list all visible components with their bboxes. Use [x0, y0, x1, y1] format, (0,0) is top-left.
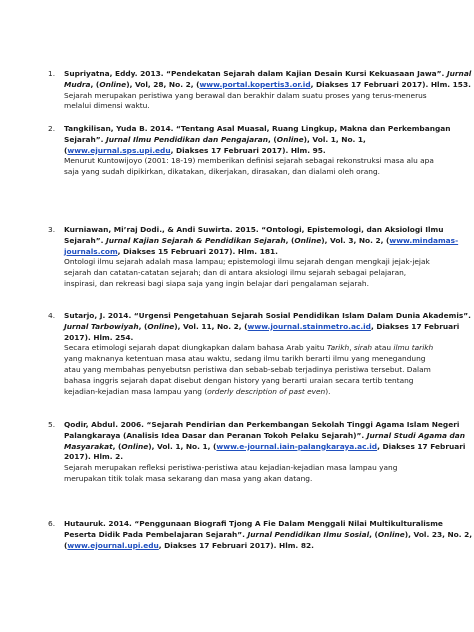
entry-line — [64, 101, 419, 112]
text-segment: ( — [64, 145, 68, 155]
entry-line — [64, 430, 466, 442]
text-segment: , ( — [112, 441, 122, 451]
text-segment: , Diakses 17 Februari 2017). Hlm. 153. — [310, 79, 471, 89]
reference-entry-1 — [48, 69, 472, 112]
text-segment: Jurnal Studi Agama dan — [366, 430, 466, 440]
text-segment: Jurnal Pendidikan Ilmu Sosial — [247, 529, 370, 539]
entry-line — [64, 420, 460, 431]
entry-number: 3. — [48, 225, 56, 234]
text-segment: Palangkaraya (Analisis Idea Dasar dan Peranan Tokoh Pelaku Sejarah)”. — [64, 430, 367, 440]
text-segment: ), Vol. 23, No. 2, — [404, 529, 473, 539]
reference-link[interactable]: www.journal.stainmetro.ac.id — [247, 321, 371, 331]
entry-line — [64, 156, 434, 167]
entry-line — [64, 311, 471, 322]
entry-line — [64, 69, 472, 80]
reference-link[interactable]: www.mindamas- — [389, 235, 459, 245]
text-segment: saja yang sudah dipikirkan, dikatakan, dikerjakan, dirasakan, dan dialami oleh orang. — [64, 167, 380, 177]
text-segment: Secara etimologi sejarah dapat diungkapkan dalam bahasa Arab yaitu — [64, 343, 327, 353]
entry-line — [64, 376, 419, 387]
text-segment: , Diakses 17 Februari — [377, 441, 466, 451]
text-segment: Online — [294, 235, 322, 245]
entry-line — [64, 268, 419, 279]
entry-line — [64, 463, 419, 474]
text-segment: ), Vol, 28, No. 2, ( — [126, 79, 200, 89]
reference-link[interactable]: journals.com — [64, 246, 118, 256]
reference-link[interactable]: www.portal.kopertis3.or.id — [199, 79, 311, 89]
text-segment: Peserta Didik Pada Pembelajaran Sejarah”. — [64, 529, 248, 539]
entry-line — [64, 519, 443, 530]
text-segment: melalui dimensi waktu. — [64, 101, 150, 111]
text-segment: , Diakses 17 Februari — [370, 321, 460, 331]
text-segment: atau — [372, 343, 394, 353]
text-segment: Qodir, Abdul. 2006. “Sejarah Pendirian dan Perkembangan Sekolah Tinggi Agama Islam Negeri — [64, 420, 460, 429]
text-segment: , ( — [90, 79, 100, 89]
entry-line — [64, 364, 431, 376]
text-segment: ), Vol. 11, No. 2, ( — [174, 321, 248, 331]
entry-number: 6. — [48, 519, 56, 528]
entry-number: 2. — [48, 124, 56, 133]
text-segment: Sejarah merupakan peristiwa yang berawal dan berakhir dalam suatu proses yang terus-menerus — [64, 90, 427, 100]
text-segment: , — [349, 343, 354, 353]
entry-line — [64, 124, 451, 135]
text-segment: Online — [377, 529, 405, 539]
entry-line — [64, 333, 419, 344]
reference-link[interactable]: www.ejournal.upi.edu — [67, 540, 159, 550]
text-segment: ilmu tarikh — [393, 343, 434, 353]
text-segment: ), Vol. 1, No. 1, ( — [148, 441, 217, 451]
text-segment: Ontologi ilmu sejarah adalah masa lampau; epistemologi ilmu sejarah dengan mengkaji jejak-jejak — [64, 257, 430, 267]
text-segment: yang maknanya ketentuan masa atau waktu, sedang ilmu tarikh berarti ilmu yang menegandung — [64, 354, 426, 364]
text-segment: Jurnal Ilmu Pendidikan dan Pengajaran — [106, 134, 269, 144]
text-segment: Sejarah merupakan refleksi peristiwa-peristiwa atau kejadian-kejadian masa lampau yang — [64, 463, 398, 473]
entry-number: 5. — [48, 420, 56, 429]
reference-entry-6 — [48, 519, 473, 551]
text-segment: Mudra — [64, 79, 91, 89]
text-segment: Hutauruk. 2014. “Penggunaan Biografi Tjong A Fie Dalam Menggali Nilai Multikulturalisme — [64, 519, 443, 528]
entry-line — [64, 225, 444, 236]
entry-line — [64, 135, 419, 146]
text-segment: Menurut Kuntowijoyo (2001: 18-19) memberikan definisi sejarah sebagai rekonstruksi masa alu apa — [64, 156, 434, 166]
text-segment: Kurniawan, Mi’raj Dodi., & Andi Suwirta. 2015. “Ontologi, Epistemologi, dan Aksiologi Ilmu — [64, 225, 444, 234]
text-segment: ), Vol. 1, No. 1, — [303, 134, 366, 144]
entry-line — [64, 441, 466, 453]
entry-line — [64, 279, 419, 290]
text-segment: sejarah dan catatan-catatan sejarah; dan di antara aksiologi ilmu sejarah sebagai pelajaran, — [64, 268, 407, 278]
text-segment: 2017). Hlm. 2. — [64, 452, 124, 462]
entry-line — [64, 146, 419, 157]
text-segment: , Diakses 15 Februari 2017). Hlm. 181. — [117, 246, 278, 256]
text-segment: Jurnal Kajian Sejarah & Pendidikan Sejarah — [106, 235, 286, 245]
entry-line — [64, 321, 460, 333]
reference-entry-2 — [48, 124, 451, 178]
reference-link[interactable]: www.e-journal.iain-palangkaraya.ac.id — [216, 441, 378, 451]
entry-line — [64, 474, 419, 485]
reference-link[interactable]: www.ejurnal.sps.upi.edu — [67, 145, 171, 155]
text-segment: ). — [325, 386, 331, 396]
entry-line — [64, 541, 419, 552]
text-segment: Online — [99, 79, 127, 89]
text-segment: Tangkilisan, Yuda B. 2014. “Tentang Asal Muasal, Ruang Lingkup, Makna dan Perkembangan — [64, 124, 451, 133]
text-segment: Online — [147, 321, 175, 331]
entry-line — [64, 343, 434, 354]
text-segment: ), Vol. 3, No. 2, ( — [321, 235, 390, 245]
text-segment: , Diakses 17 Februari 2017). Hlm. 95. — [170, 145, 326, 155]
text-segment: Tarikh — [326, 343, 350, 353]
text-segment: Online — [121, 441, 149, 451]
entry-line — [64, 79, 471, 91]
text-segment: bahasa inggris sejarah dapat disebut dengan history yang berarti uraian secara tertib tentang — [64, 375, 414, 385]
text-segment: Jurnal Tarbowiyah — [64, 321, 139, 331]
text-segment: Sutarjo, J. 2014. “Urgensi Pengetahuan Sejarah Sosial Pendidikan Islam Dalam Dunia Akademis”. — [64, 311, 471, 320]
text-segment: Sejarah”. — [64, 134, 106, 144]
entry-line — [64, 387, 419, 398]
entry-line — [64, 257, 430, 268]
text-segment: ( — [64, 540, 68, 550]
entry-line — [64, 529, 473, 541]
reference-entry-4 — [48, 311, 471, 397]
entry-line — [64, 167, 419, 178]
entry-line — [64, 235, 459, 247]
text-segment: , ( — [369, 529, 378, 539]
entry-line — [64, 247, 419, 258]
text-segment: inspirasi, dan rekreasi bagi siapa saja yang ingin belajar dari pengalaman sejarah. — [64, 278, 369, 288]
text-segment: , Diakses 17 Februari 2017). Hlm. 82. — [158, 540, 314, 550]
entry-number: 1. — [48, 69, 56, 78]
text-segment: , ( — [268, 134, 277, 144]
text-segment: kejadian-kejadian masa lampau yang ( — [64, 386, 208, 396]
text-segment: , ( — [285, 235, 295, 245]
text-segment: 2017). Hlm. 254. — [64, 332, 134, 342]
text-segment: merupakan titik tolak masa sekarang dan masa yang akan datang. — [64, 473, 313, 483]
text-segment: Supriyatna, Eddy. 2013. “Pendekatan Sejarah dalam Kajian Desain Kursi Kekuasaan Jawa”. — [64, 69, 447, 78]
entry-line — [64, 354, 426, 365]
entry-line — [64, 452, 419, 463]
text-segment: Sejarah”. — [64, 235, 106, 245]
text-segment: Masyarakat — [64, 441, 113, 451]
entry-number: 4. — [48, 311, 56, 320]
reference-entry-3 — [48, 225, 459, 290]
entry-line — [64, 90, 427, 102]
text-segment: orderly description of past even — [207, 386, 326, 396]
text-segment: atau yang membahas penyebutsn peristiwa dan sebab-sebab terjadinya peristiwa tersebut. Dalam — [64, 364, 431, 374]
text-segment: Jurnal — [446, 69, 472, 78]
text-segment: Online — [276, 134, 304, 144]
text-segment: , ( — [138, 321, 148, 331]
reference-entry-5 — [48, 420, 466, 485]
text-segment: sirah — [353, 343, 373, 353]
